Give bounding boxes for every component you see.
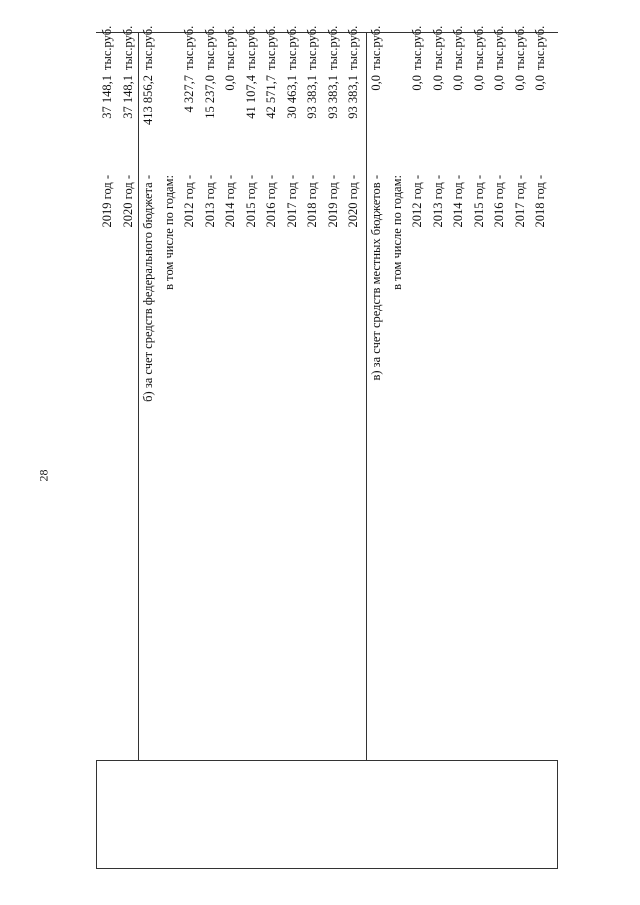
- row-value: 93 383,1: [346, 75, 360, 119]
- row-value: 93 383,1: [325, 75, 340, 119]
- row-unit: тыс.руб.: [243, 25, 258, 70]
- row-value: 0,0: [430, 75, 445, 91]
- row-value: 41 107,4: [243, 75, 258, 119]
- row-label: 2014 год -: [223, 175, 237, 228]
- row-value: 0,0: [223, 75, 237, 91]
- row-label: 2016 год -: [264, 175, 278, 228]
- row-label: 2019 год -: [100, 175, 114, 228]
- row-value: 0,0: [410, 75, 424, 91]
- row-value: 37 148,1: [120, 75, 135, 119]
- table-row: [533, 25, 553, 865]
- row-unit: тыс.руб.: [430, 25, 445, 70]
- row-value: 42 571,7: [264, 75, 278, 119]
- rotated-content: [96, 25, 556, 865]
- row-unit: тыс.руб.: [202, 25, 217, 70]
- row-unit: тыс.руб.: [512, 25, 527, 70]
- table-row: [284, 25, 305, 865]
- row-unit: тыс.руб.: [120, 25, 135, 70]
- row-label: 2020 год -: [346, 175, 360, 228]
- row-unit: тыс.руб.: [182, 25, 196, 70]
- row-label: 2012 год -: [182, 175, 196, 228]
- row-label: 2018 год -: [533, 175, 547, 228]
- row-label: 2017 год -: [512, 175, 527, 228]
- local-unit: тыс.руб.: [369, 25, 383, 70]
- row-value: 37 148,1: [100, 75, 114, 119]
- row-value: 0,0: [533, 75, 547, 91]
- table-row: [120, 25, 141, 865]
- table-row: [430, 25, 451, 865]
- row-label: 2015 год -: [243, 175, 258, 228]
- row-label: 2013 год -: [430, 175, 445, 228]
- row-unit: тыс.руб.: [410, 25, 424, 70]
- row-value: 0,0: [492, 75, 506, 91]
- federal-header: б) за счет средств федерального бюджета -: [141, 175, 155, 402]
- table-row: [305, 25, 325, 865]
- local-subheader-row: [390, 35, 410, 865]
- table-border-bottom: [96, 868, 558, 869]
- table-border-right: [557, 760, 558, 868]
- row-label: 2017 год -: [284, 175, 299, 228]
- row-unit: тыс.руб.: [264, 25, 278, 70]
- page-number: 28: [36, 469, 51, 482]
- row-value: 4 327,7: [182, 75, 196, 113]
- row-unit: тыс.руб.: [451, 25, 465, 70]
- row-label: 2018 год -: [305, 175, 319, 228]
- table-row: [202, 25, 223, 865]
- table-row: [471, 25, 492, 865]
- row-value: 93 383,1: [305, 75, 319, 119]
- local-header: в) за счет средств местных бюджетов -: [369, 175, 383, 381]
- table-row: [243, 25, 264, 865]
- row-value: 0,0: [471, 75, 486, 91]
- local-subheader: в том числе по годам:: [389, 175, 404, 290]
- row-label: 2020 год -: [120, 175, 135, 228]
- table-row: [223, 25, 243, 865]
- table-row: [325, 25, 346, 865]
- row-unit: тыс.руб.: [223, 25, 237, 70]
- row-label: 2015 год -: [471, 175, 486, 228]
- table-row: [264, 25, 284, 865]
- federal-total: 413 856,2: [141, 75, 155, 125]
- row-value: 30 463,1: [284, 75, 299, 119]
- row-unit: тыс.руб.: [305, 25, 319, 70]
- row-value: 0,0: [512, 75, 527, 91]
- table-row: [410, 25, 430, 865]
- table-row: [346, 25, 366, 865]
- row-value: 0,0: [451, 75, 465, 91]
- federal-header-row: [141, 25, 161, 865]
- row-label: 2013 год -: [202, 175, 217, 228]
- row-label: 2016 год -: [492, 175, 506, 228]
- row-unit: тыс.руб.: [325, 25, 340, 70]
- row-unit: тыс.руб.: [346, 25, 360, 70]
- table-row: [182, 25, 202, 865]
- table-row: [451, 25, 471, 865]
- row-unit: тыс.руб.: [492, 25, 506, 70]
- table-row: [512, 25, 533, 865]
- row-unit: тыс.руб.: [533, 25, 547, 70]
- row-unit: тыс.руб.: [100, 25, 114, 70]
- row-value: 15 237,0: [202, 75, 217, 119]
- federal-subheader-row: [162, 35, 182, 865]
- row-label: 2014 год -: [451, 175, 465, 228]
- local-total: 0,0: [369, 75, 383, 91]
- federal-subheader: в том числе по годам:: [161, 175, 176, 290]
- federal-unit: тыс.руб.: [141, 25, 155, 70]
- row-unit: тыс.руб.: [284, 25, 299, 70]
- local-header-row: [369, 25, 389, 865]
- table-row: [492, 25, 512, 865]
- row-label: 2019 год -: [325, 175, 340, 228]
- row-unit: тыс.руб.: [471, 25, 486, 70]
- row-label: 2012 год -: [410, 175, 424, 228]
- table-row: [100, 25, 120, 865]
